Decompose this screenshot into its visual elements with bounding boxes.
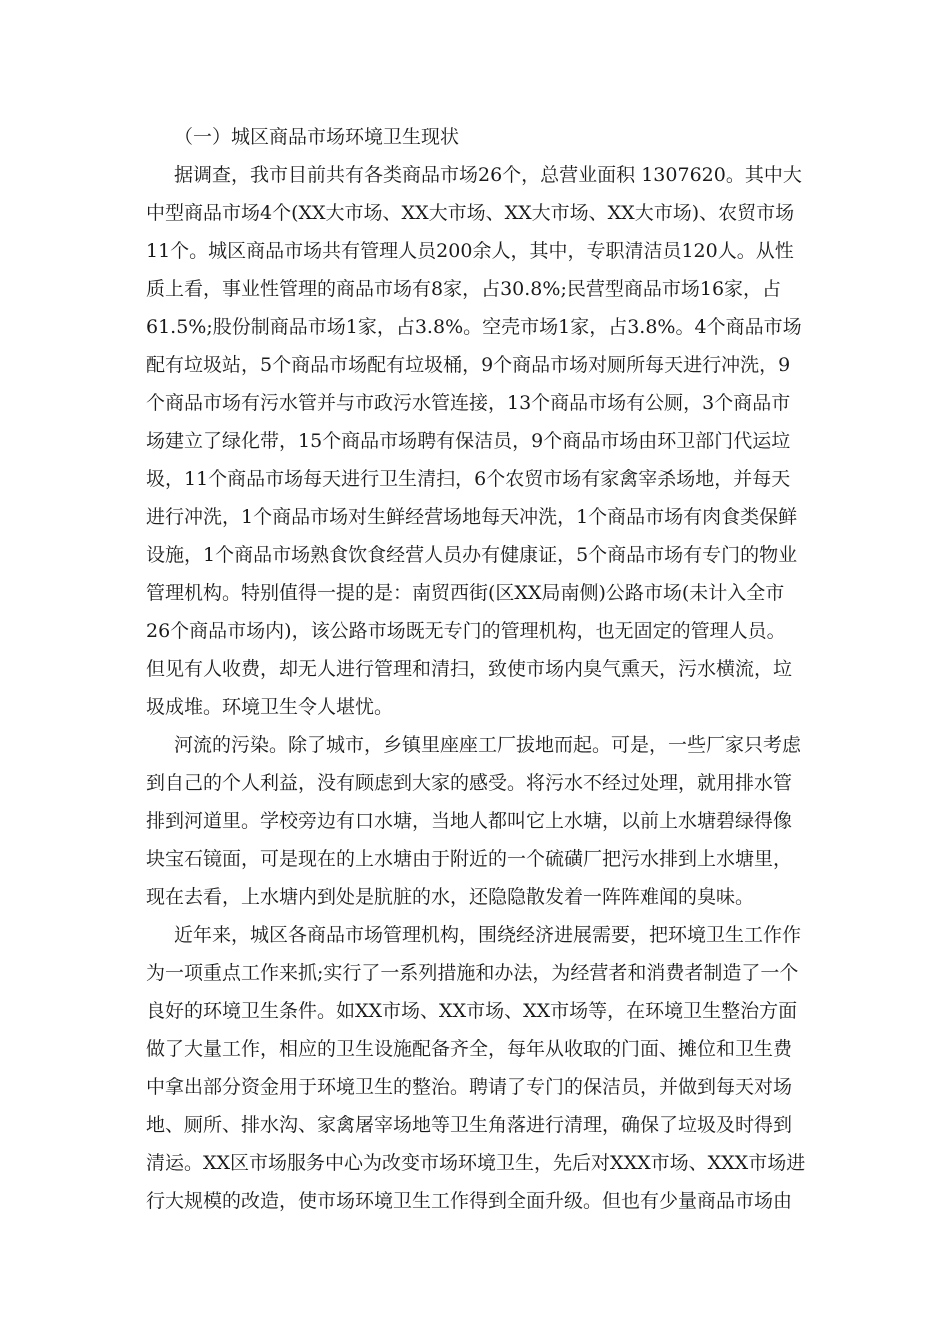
text-line: 质上看，事业性管理的商品市场有8家，占30.8%;民营型商品市场16家，占 (146, 278, 782, 300)
text-line: 中拿出部分资金用于环境卫生的整治。聘请了专门的保洁员，并做到每天对场 (146, 1076, 793, 1098)
text-line: 到自己的个人利益，没有顾虑到大家的感受。将污水不经过处理，就用排水管 (146, 772, 793, 794)
text-line: 行大规模的改造，使市场环境卫生工作得到全面升级。但也有少量商品市场由 (146, 1190, 793, 1212)
text-line: 设施，1个商品市场熟食饮食经营人员办有健康证，5个商品市场有专门的物业 (146, 544, 798, 566)
text-line: 但见有人收费，却无人进行管理和清扫，致使市场内臭气熏天，污水横流，垃 (146, 658, 793, 680)
text-line: 近年来，城区各商品市场管理机构，围绕经济进展需要，把环境卫生工作作 (174, 924, 802, 946)
text-line: 排到河道里。学校旁边有口水塘，当地人都叫它上水塘，以前上水塘碧绿得像 (146, 810, 793, 832)
document-page (146, 118, 806, 1220)
paragraph-river-pollution (146, 726, 806, 916)
text-line: 26个商品市场内)，该公路市场既无专门的管理机构，也无固定的管理人员。 (146, 620, 786, 642)
text-line: 为一项重点工作来抓;实行了一系列措施和办法，为经营者和消费者制造了一个 (146, 962, 799, 984)
text-line: 圾，11个商品市场每天进行卫生清扫，6个农贸市场有家禽宰杀场地，并每天 (146, 468, 791, 490)
text-line: 河流的污染。除了城市，乡镇里座座工厂拔地而起。可是，一些厂家只考虑 (174, 734, 802, 756)
text-line: 管理机构。特别值得一提的是：南贸西街(区XX局南侧)公路市场(未计入全市 (146, 582, 785, 604)
text-line: 做了大量工作，相应的卫生设施配备齐全，每年从收取的门面、摊位和卫生费 (146, 1038, 793, 1060)
text-line: 块宝石镜面，可是现在的上水塘由于附近的一个硫磺厂把污水排到上水塘里， (146, 848, 793, 870)
text-line: 进行冲洗，1个商品市场对生鲜经营场地每天冲洗，1个商品市场有肉食类保鲜 (146, 506, 798, 528)
text-line: 61.5%;股份制商品市场1家，占3.8%。空壳市场1家，占3.8%。4个商品市场 (146, 316, 802, 338)
text-line: 现在去看，上水塘内到处是肮脏的水，还隐隐散发着一阵阵难闻的臭味。 (146, 886, 755, 908)
paragraph-recent-measures (146, 916, 806, 1220)
text-line: 地、厕所、排水沟、家禽屠宰场地等卫生角落进行清理，确保了垃圾及时得到 (146, 1114, 793, 1136)
paragraph-market-survey (146, 156, 806, 726)
text-line: 配有垃圾站，5个商品市场配有垃圾桶，9个商品市场对厕所每天进行冲洗，9 (146, 354, 791, 376)
text-line: 个商品市场有污水管并与市政污水管连接，13个商品市场有公厕，3个商品市 (146, 392, 791, 414)
text-line: 良好的环境卫生条件。如XX市场、XX市场、XX市场等，在环境卫生整治方面 (146, 1000, 798, 1022)
text-line: 据调查，我市目前共有各类商品市场26个，总营业面积 1307620。其中大 (174, 164, 802, 186)
text-line: 中型商品市场4个(XX大市场、XX大市场、XX大市场、XX大市场)、农贸市场 (146, 202, 795, 224)
text-line: 清运。XX区市场服务中心为改变市场环境卫生，先后对XXX市场、XXX市场进 (146, 1152, 806, 1174)
text-line: 场建立了绿化带，15个商品市场聘有保洁员，9个商品市场由环卫部门代运垃 (146, 430, 791, 452)
text-line: 11个。城区商品市场共有管理人员200余人，其中，专职清洁员120人。从性 (146, 240, 794, 262)
section-heading: （一）城区商品市场环境卫生现状 (174, 126, 460, 148)
text-line: 圾成堆。环境卫生令人堪忧。 (146, 696, 394, 718)
